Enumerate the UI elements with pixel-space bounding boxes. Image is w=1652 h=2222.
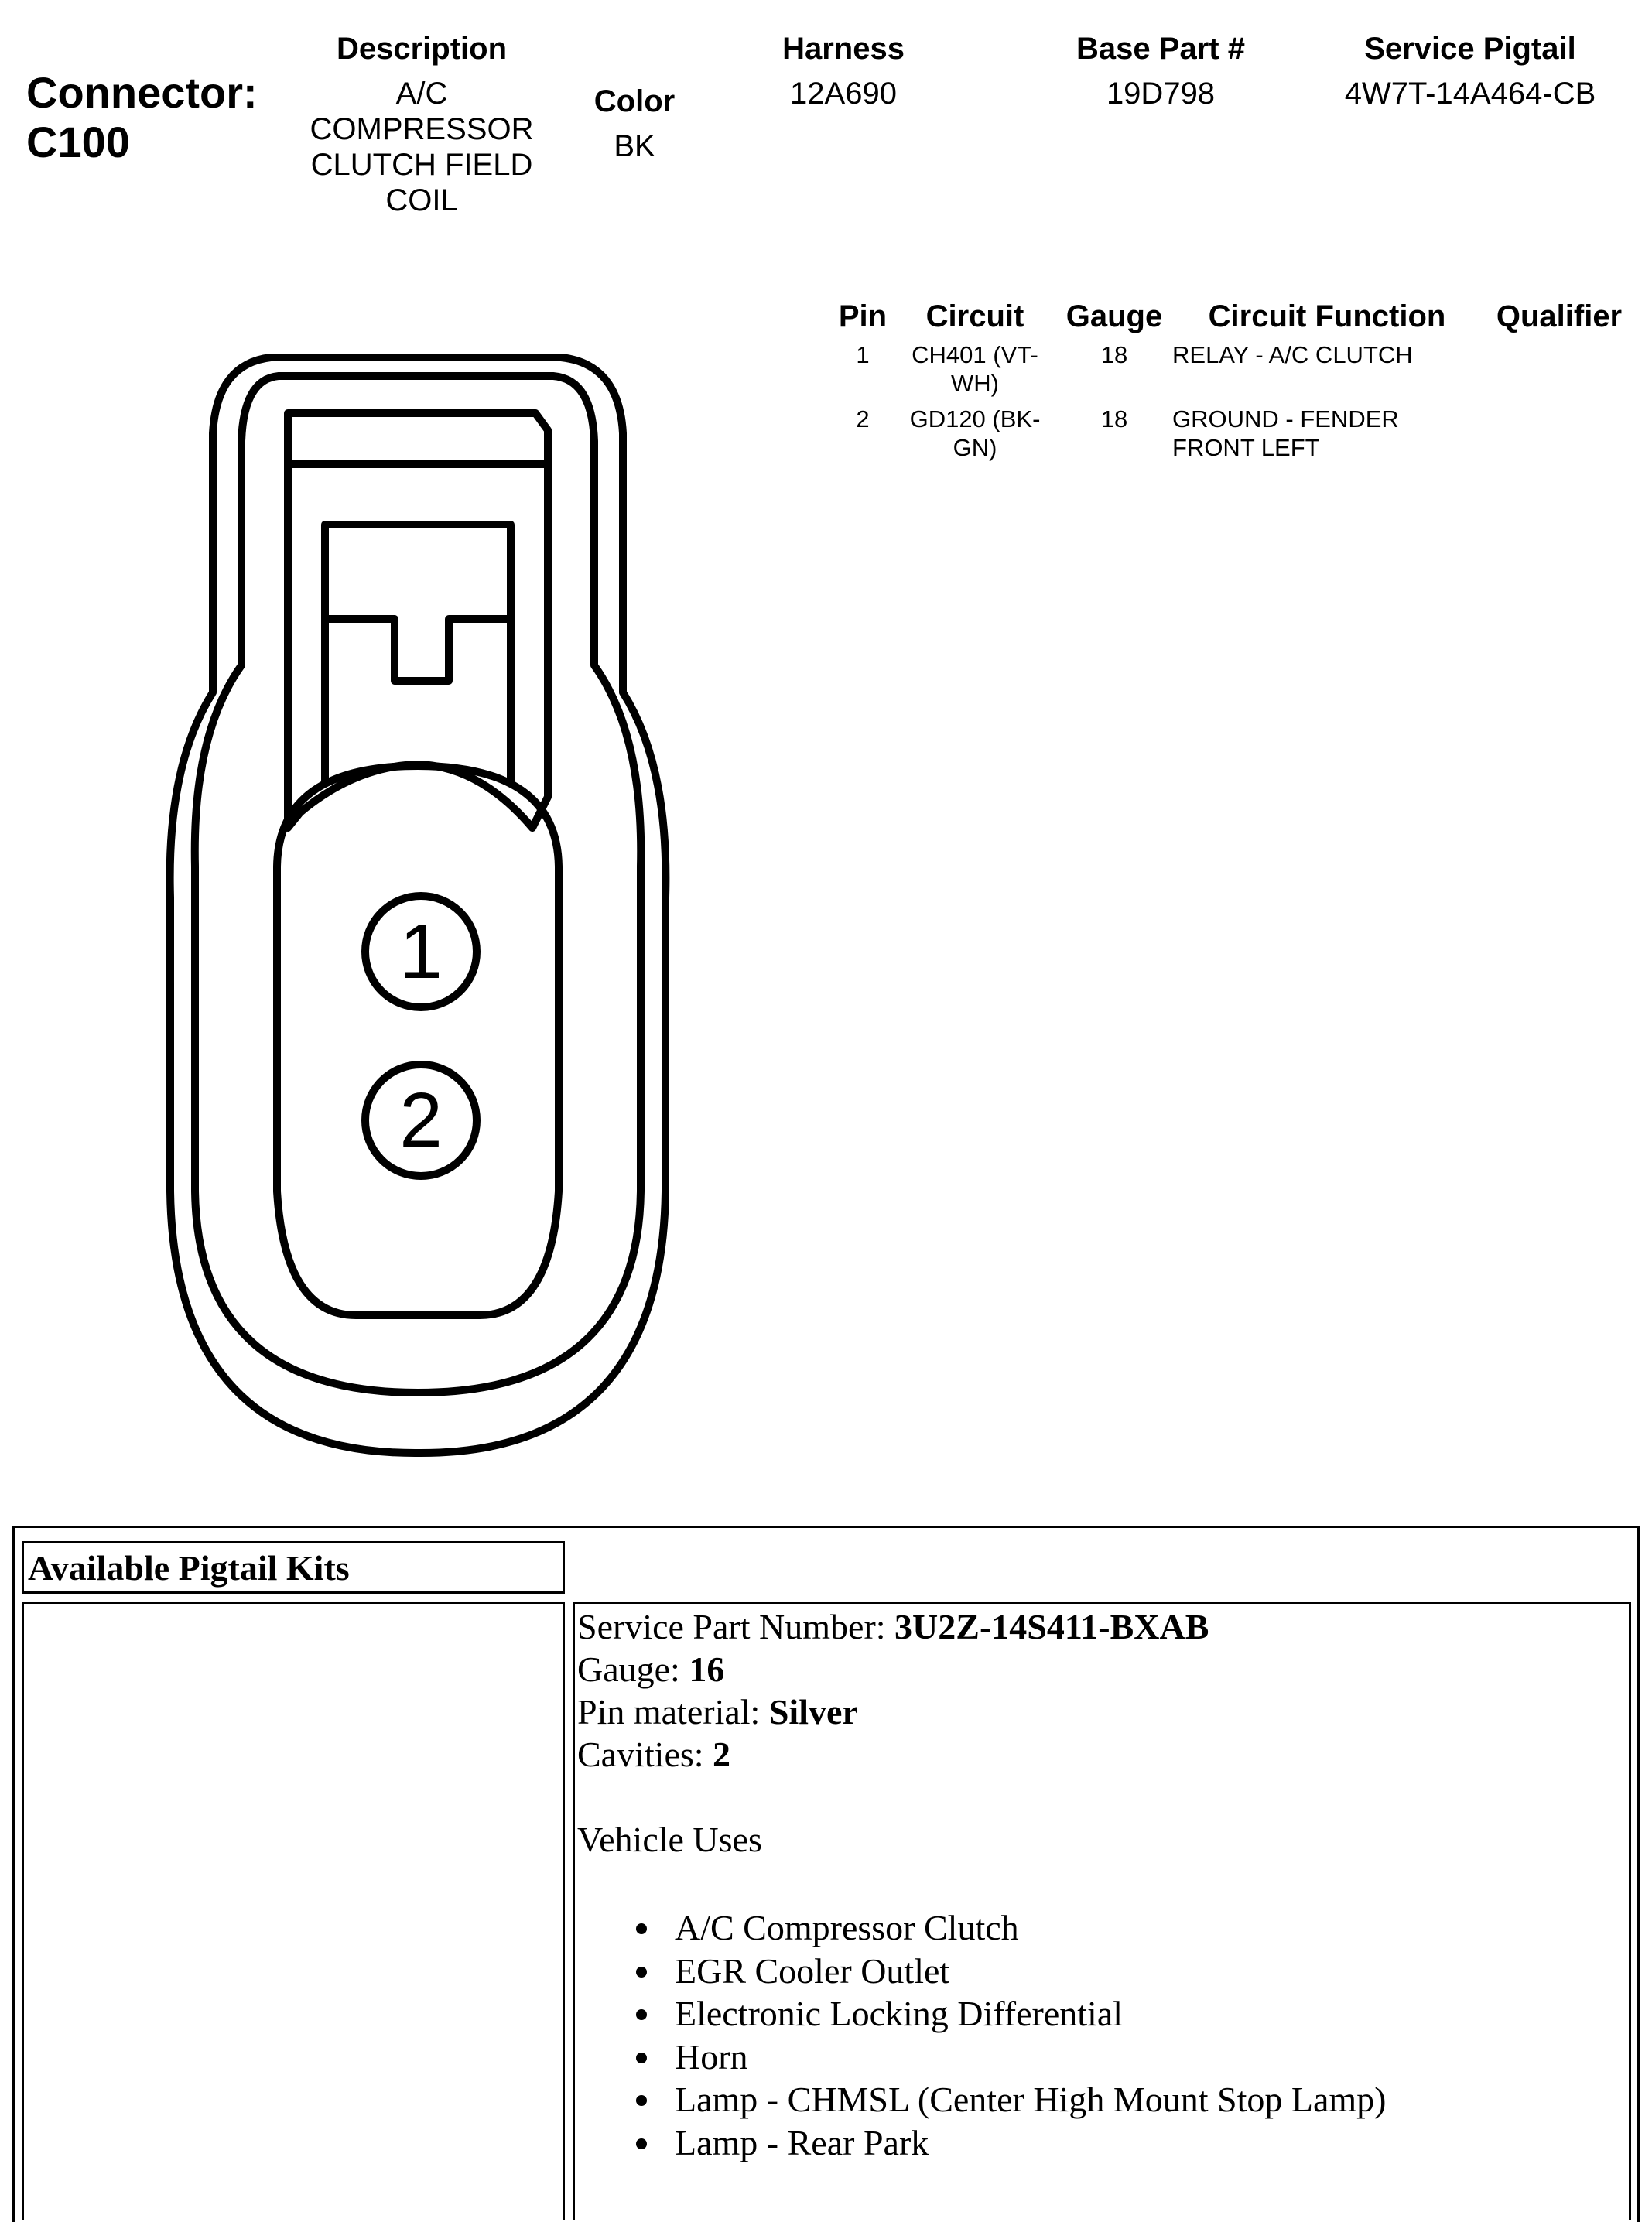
gauge-value: 18 bbox=[1100, 405, 1128, 432]
function-line: GROUND - FENDER bbox=[1172, 405, 1399, 432]
list-item bbox=[634, 1906, 1386, 1950]
circuit-function-column-header: Circuit Function bbox=[1208, 299, 1446, 333]
pin-2-label: 2 bbox=[399, 1077, 443, 1164]
qualifier-column-header: Qualifier bbox=[1496, 299, 1623, 333]
vehicle-use-label: Horn bbox=[675, 2036, 748, 2077]
service-part-number-value: 3U2Z-14S411-BXAB bbox=[894, 1607, 1209, 1646]
circuit-function-value bbox=[1172, 405, 1435, 462]
bullet-icon bbox=[636, 2053, 647, 2063]
latch-window bbox=[325, 525, 511, 781]
color-value: BK bbox=[614, 129, 655, 163]
vehicle-uses-list bbox=[634, 1906, 1386, 2164]
list-item bbox=[634, 1950, 1386, 1993]
pin-number: 1 bbox=[856, 341, 870, 368]
circuit-line: WH) bbox=[951, 370, 999, 397]
pigtail-kits-image-cell bbox=[22, 1602, 565, 2220]
circuit-function-value bbox=[1172, 340, 1435, 369]
service-pigtail-value: 4W7T-14A464-CB bbox=[1344, 77, 1596, 111]
vehicle-use-label: A/C Compressor Clutch bbox=[675, 1908, 1019, 1947]
function-line: FRONT LEFT bbox=[1172, 434, 1320, 461]
color-header: Color bbox=[593, 84, 676, 118]
pin-column-header: Pin bbox=[838, 299, 888, 333]
connector-label: Connector: bbox=[26, 68, 258, 117]
harness-value: 12A690 bbox=[790, 77, 897, 111]
pigtail-kits-title: Available Pigtail Kits bbox=[28, 1548, 350, 1588]
connector-face-drawing bbox=[155, 340, 681, 1470]
vehicle-use-label: EGR Cooler Outlet bbox=[675, 1950, 950, 1991]
list-item bbox=[634, 2078, 1386, 2121]
circuit-line: CH401 (VT- bbox=[912, 341, 1038, 368]
base-part-header: Base Part # bbox=[1076, 32, 1245, 66]
description-line: COMPRESSOR bbox=[310, 112, 534, 146]
circuit-column-header: Circuit bbox=[925, 299, 1024, 333]
connector-inner-shell bbox=[195, 376, 641, 1393]
circuit-line: GN) bbox=[953, 434, 997, 461]
pin-1-label: 1 bbox=[399, 908, 443, 995]
gauge-column-header: Gauge bbox=[1065, 299, 1163, 333]
vehicle-use-label: Lamp - Rear Park bbox=[675, 2122, 929, 2162]
kit-cavities-label: Cavities: bbox=[577, 1735, 713, 1774]
service-part-number-label: Service Part Number: bbox=[577, 1607, 895, 1646]
kit-pin-material-value: Silver bbox=[768, 1692, 858, 1731]
kit-cavities bbox=[577, 1734, 730, 1776]
service-pigtail-header: Service Pigtail bbox=[1364, 32, 1576, 66]
vehicle-uses-heading: Vehicle Uses bbox=[577, 1820, 762, 1859]
circuit-value bbox=[905, 405, 1045, 462]
bullet-icon bbox=[636, 1923, 647, 1934]
list-item bbox=[634, 1992, 1386, 2036]
pin-number: 2 bbox=[856, 405, 870, 432]
list-item bbox=[634, 2121, 1386, 2165]
vehicle-use-label: Electronic Locking Differential bbox=[675, 1994, 1124, 2033]
circuit-line: GD120 (BK- bbox=[909, 405, 1041, 432]
circuit-value bbox=[905, 340, 1045, 398]
harness-header: Harness bbox=[782, 32, 905, 66]
kit-gauge-label: Gauge: bbox=[577, 1649, 689, 1689]
function-line: RELAY - A/C CLUTCH bbox=[1172, 341, 1413, 368]
kit-cavities-value: 2 bbox=[713, 1735, 731, 1774]
bullet-icon bbox=[636, 2138, 647, 2149]
kit-gauge bbox=[577, 1649, 724, 1690]
description-header: Description bbox=[336, 32, 508, 66]
service-part-number bbox=[577, 1606, 1209, 1648]
connector-heading bbox=[26, 68, 258, 167]
kit-gauge-value: 16 bbox=[689, 1649, 725, 1689]
gauge-value: 18 bbox=[1100, 341, 1128, 368]
latch-notch bbox=[325, 619, 511, 681]
kit-pin-material bbox=[577, 1691, 858, 1733]
description-line: COIL bbox=[385, 183, 458, 217]
vehicle-use-label: Lamp - CHMSL (Center High Mount Stop Lamp) bbox=[675, 2080, 1387, 2119]
description-value bbox=[279, 76, 565, 218]
base-part-value: 19D798 bbox=[1106, 77, 1216, 111]
bullet-icon bbox=[636, 1967, 647, 1978]
kit-pin-material-label: Pin material: bbox=[577, 1692, 769, 1731]
description-line: CLUTCH FIELD bbox=[310, 148, 533, 182]
description-line: A/C bbox=[395, 77, 448, 111]
list-item bbox=[634, 2036, 1386, 2079]
bullet-icon bbox=[636, 2009, 647, 2020]
pin-cavity bbox=[277, 766, 559, 1315]
connector-id: C100 bbox=[26, 118, 130, 166]
bullet-icon bbox=[636, 2095, 647, 2106]
